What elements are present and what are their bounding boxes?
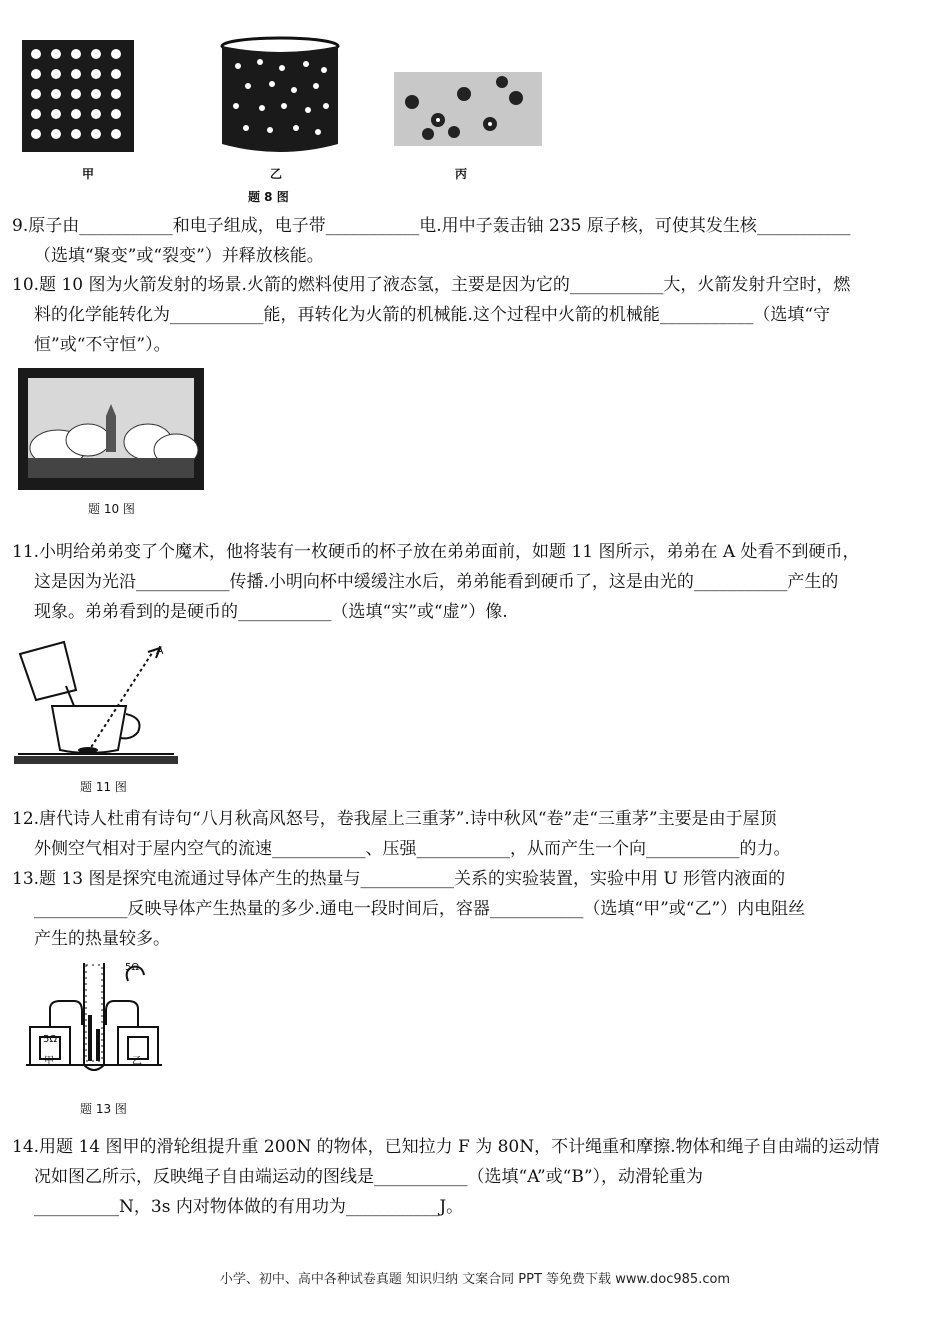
question-11 [12,537,942,627]
fig8-label-c: 丙 [455,167,468,181]
q10-line3: 恒”或“不守恒”）。 [34,335,171,355]
q13-line3: 产生的热量较多。 [34,929,170,949]
fig8-gas-image [394,72,542,146]
q14-line1: 14.用题 14 图甲的滑轮组提升重 200N 的物体，已知拉力 F 为 80N，不计绳重和摩擦.物体和绳子自由端的运动情 [12,1137,880,1157]
q12-line1: 12.唐代诗人杜甫有诗句“八月秋高风怒号，卷我屋上三重茅”.诗中秋风“卷”走“三重茅”主要是由于屋顶 [12,809,777,829]
fig13-label-b: 乙 [132,1056,142,1067]
q10-line2: 料的化学能转化为___________能，再转化为火箭的机械能.这个过程中火箭的机械能___________（选填“守 [34,305,831,325]
cup-coin-diagram [14,636,178,766]
page-footer: 小学、初中、高中各种试卷真题 知识归纳 文案合同 PPT 等免费下载 www.doc985.com [219,1272,731,1287]
q11-line1: 11.小明给弟弟变了个魔术，他将装有一枚硬币的杯子放在弟弟面前，如题 11 图所示，弟弟在 A 处看不到硬币， [12,542,860,562]
rocket-launch-image [18,368,204,490]
q9-line1: 9.原子由___________和电子组成，电子带___________电.用中子轰击铀 235 原子核，可使其发生核___________ [12,216,851,236]
fig11-caption: 题 11 图 [80,780,127,794]
r-left-label: 5Ω [43,1034,58,1045]
question-10 [12,270,942,360]
q13-line2: ___________反映导体产生热量的多少.通电一段时间后，容器___________（选填“甲”或“乙”）内电阻丝 [34,899,806,919]
fig8-solid-image [22,40,134,152]
question-14 [12,1132,942,1222]
q14-line2: 况如图乙所示，反映绳子自由端运动的图线是___________（选填“A”或“B”），动滑轮重为 [34,1167,704,1187]
fig8-liquid-image [218,36,342,158]
q12-line2: 外侧空气相对于屋内空气的流速___________、压强___________，从而产生一个向___________的力。 [34,839,791,859]
r-top-label: 5Ω [125,962,140,973]
q9-line2: （选填“聚变”或“裂变”）并释放核能。 [34,246,324,266]
q14-line3: __________N，3s 内对物体做的有用功为___________J。 [34,1197,464,1217]
fig8-caption: 题 8 图 [248,190,289,204]
q13-line1: 13.题 13 图是探究电流通过导体产生的热量与___________关系的实验装置，实验中用 U 形管内液面的 [12,869,786,889]
q10-line1: 10.题 10 图为火箭发射的场景.火箭的燃料使用了液态氢，主要是因为它的___________大，火箭发射升空时，燃 [12,275,851,295]
fig8-label-a: 甲 [82,167,95,181]
fig8-label-b: 乙 [270,167,283,181]
fig10-caption: 题 10 图 [88,502,135,516]
fig13-label-a: 甲 [44,1056,54,1067]
question-9 [12,211,942,271]
question-13 [12,864,942,954]
q11-line3: 现象。弟弟看到的是硬币的___________（选填“实”或“虚”）像. [34,602,508,622]
fig13-caption: 题 13 图 [80,1102,127,1116]
question-12 [12,804,942,864]
q11-line2: 这是因为光沿___________传播.小明向杯中缓缓注水后，弟弟能看到硬币了，这是由光的___________产生的 [34,572,839,592]
point-a-label: A [156,644,164,657]
